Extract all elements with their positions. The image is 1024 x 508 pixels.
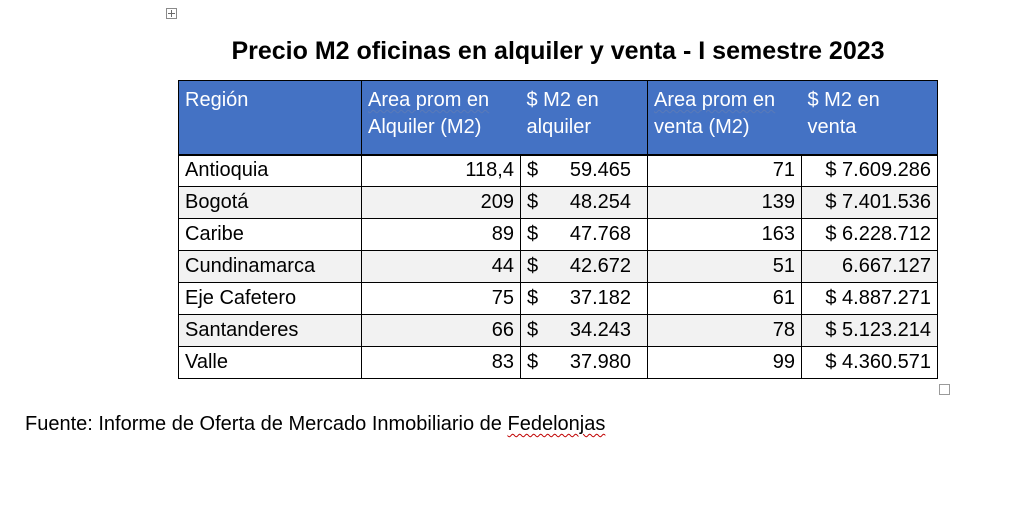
cell-m2-venta: $ 5.123.214 xyxy=(802,315,938,347)
cell-region: Antioquia xyxy=(179,155,362,187)
header-row xyxy=(179,81,938,155)
cell-region: Santanderes xyxy=(179,315,362,347)
cell-region: Bogotá xyxy=(179,187,362,219)
table-row xyxy=(179,219,938,251)
cell-m2-alquiler: $ 59.465 xyxy=(521,155,648,187)
source-note xyxy=(25,413,605,436)
cell-m2-venta: $ 6.228.712 xyxy=(802,219,938,251)
cell-area-venta: 51 xyxy=(648,251,802,283)
cell-area-alquiler: 66 xyxy=(362,315,521,347)
cell-region: Valle xyxy=(179,347,362,379)
table-row xyxy=(179,347,938,379)
cell-area-venta: 139 xyxy=(648,187,802,219)
table-row xyxy=(179,283,938,315)
cell-m2-alquiler: $ 37.182 xyxy=(521,283,648,315)
cell-m2-alquiler: $ 37.980 xyxy=(521,347,648,379)
cell-area-venta: 61 xyxy=(648,283,802,315)
cell-area-alquiler: 118,4 xyxy=(362,155,521,187)
source-org: Fedelonjas xyxy=(507,413,606,435)
cell-m2-venta: $ 4.360.571 xyxy=(802,347,938,379)
cell-m2-venta: $ 7.609.286 xyxy=(802,155,938,187)
price-table xyxy=(178,80,938,379)
cell-area-venta: 163 xyxy=(648,219,802,251)
cell-m2-alquiler: $ 34.243 xyxy=(521,315,648,347)
cell-m2-venta: $ 7.401.536 xyxy=(802,187,938,219)
cell-m2-alquiler: $ 47.768 xyxy=(521,219,648,251)
cell-area-venta: 99 xyxy=(648,347,802,379)
table-resize-handle-icon[interactable] xyxy=(939,384,950,395)
table-title: Precio M2 oficinas en alquiler y venta - I semestre 2023 xyxy=(231,37,885,65)
table-row xyxy=(179,251,938,283)
cell-m2-venta: 6.667.127 xyxy=(802,251,938,283)
cell-area-venta: 78 xyxy=(648,315,802,347)
cell-area-alquiler: 44 xyxy=(362,251,521,283)
table-row xyxy=(179,315,938,347)
cell-area-alquiler: 83 xyxy=(362,347,521,379)
header-region: Región xyxy=(179,81,362,155)
table-row xyxy=(179,155,938,187)
cell-m2-alquiler: $ 48.254 xyxy=(521,187,648,219)
cell-area-alquiler: 89 xyxy=(362,219,521,251)
table-move-handle-icon[interactable] xyxy=(166,8,177,19)
header-area-alquiler: Area prom en Alquiler (M2) xyxy=(362,81,521,155)
cell-region: Eje Cafetero xyxy=(179,283,362,315)
cell-area-alquiler: 209 xyxy=(362,187,521,219)
cell-m2-venta: $ 4.887.271 xyxy=(802,283,938,315)
source-prefix: Fuente: Informe de Oferta de Mercado Inmobiliario de xyxy=(25,413,508,435)
cell-m2-alquiler: $ 42.672 xyxy=(521,251,648,283)
cell-area-alquiler: 75 xyxy=(362,283,521,315)
header-m2-venta: $ M2 en venta xyxy=(802,81,938,155)
cell-region: Cundinamarca xyxy=(179,251,362,283)
cell-area-venta: 71 xyxy=(648,155,802,187)
table-row xyxy=(179,187,938,219)
header-area-venta: Area prom en venta (M2) xyxy=(648,81,802,155)
header-m2-alquiler: $ M2 en alquiler xyxy=(521,81,648,155)
cell-region: Caribe xyxy=(179,219,362,251)
